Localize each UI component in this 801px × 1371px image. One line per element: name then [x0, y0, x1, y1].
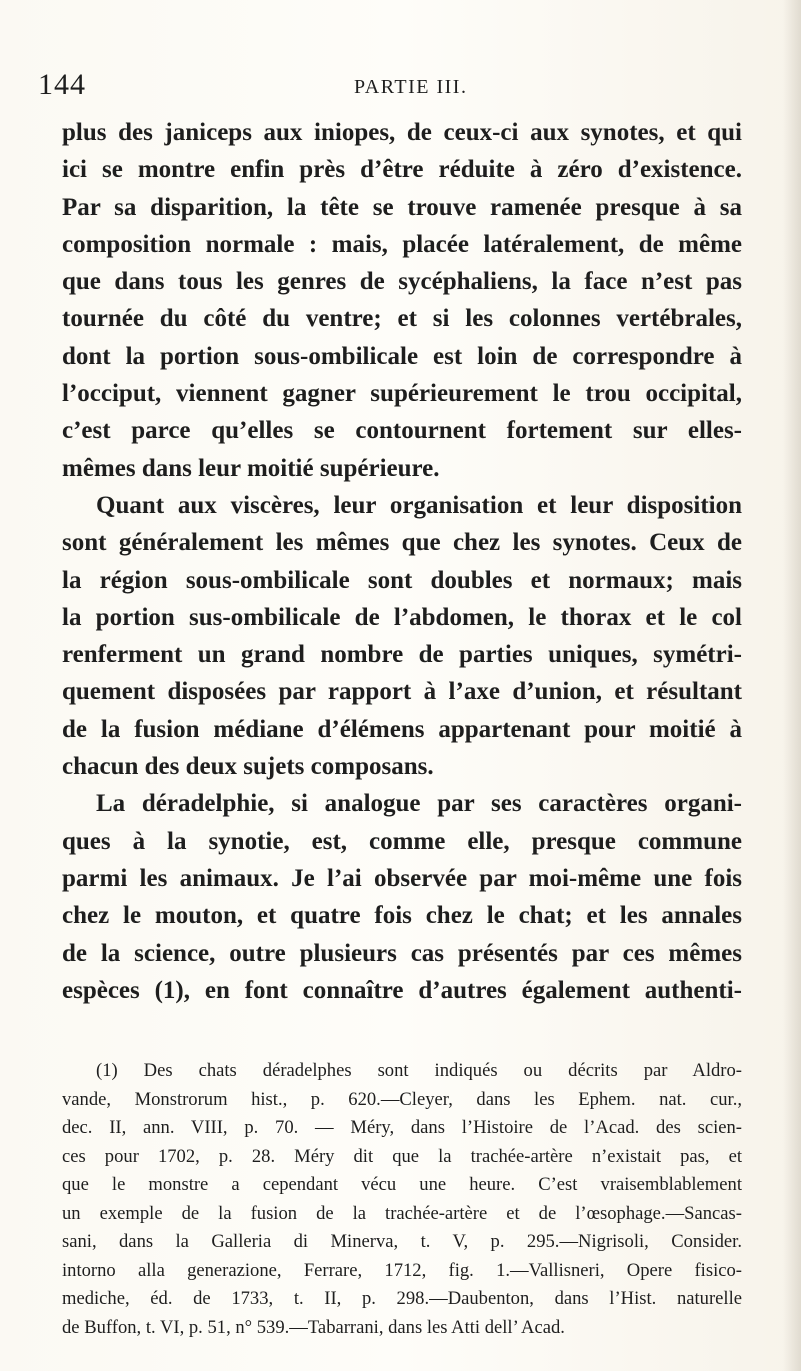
footnote	[62, 1057, 742, 1342]
text-line: quement disposées par rapport à l’axe d’union, et résultant	[62, 678, 742, 706]
text-line: la région sous-ombilicale sont doubles et normaux; mais	[62, 566, 742, 594]
text-line: Quant aux viscères, leur organisation et leur disposition	[96, 491, 742, 519]
text-line: renferment un grand nombre de parties uniques, symétri-	[62, 641, 742, 669]
text-line: La déradelphie, si analogue par ses caractères organi-	[96, 790, 742, 818]
text-line: espèces (1), en font connaître d’autres également authenti-	[62, 976, 742, 1004]
text-line: c’est parce qu’elles se contournent fortement sur elles-	[62, 417, 742, 445]
page-edge-shadow	[783, 0, 801, 1371]
text-line: sont généralement les mêmes que chez les synotes. Ceux de	[62, 529, 742, 557]
running-head: PARTIE III.	[354, 76, 468, 98]
text-line: chacun des deux sujets composans.	[62, 753, 434, 781]
footnote-line: vande, Monstrorum hist., p. 620.—Cleyer, dans les Ephem. nat. cur.,	[62, 1088, 742, 1110]
text-line: plus des janiceps aux iniopes, de ceux-ci aux synotes, et qui	[62, 119, 742, 146]
text-line: ici se montre enfin près d’être réduite à zéro d’existence.	[62, 156, 742, 184]
text-line: tournée du côté du ventre; et si les colonnes vertébrales,	[62, 305, 742, 333]
footnote-line: (1) Des chats déradelphes sont indiqués ou décrits par Aldro-	[96, 1060, 742, 1081]
text-line: Par sa disparition, la tête se trouve ramenée presque à sa	[62, 193, 742, 221]
footnote-line: dec. II, ann. VIII, p. 70. — Méry, dans l’Histoire de l’Acad. des scien-	[62, 1117, 742, 1138]
text-line: parmi les animaux. Je l’ai observée par moi-même une fois	[62, 864, 742, 892]
footnote-line: de Buffon, t. VI, p. 51, n° 539.—Tabarrani, dans les Atti dell’ Acad.	[62, 1316, 565, 1338]
text-line: mêmes dans leur moitié supérieure.	[62, 454, 440, 482]
footnote-line: un exemple de la fusion de la trachée-artère et de l’œsophage.—Sancas-	[62, 1202, 742, 1224]
footnote-line: ces pour 1702, p. 28. Méry dit que la trachée-artère n’existait pas, et	[62, 1145, 742, 1167]
footnote-line: intorno alla generazione, Ferrare, 1712, fig. 1.—Vallisneri, Opere fisico-	[62, 1259, 742, 1281]
footnote-line: sani, dans la Galleria di Minerva, t. V, p. 295.—Nigrisoli, Consider.	[62, 1231, 742, 1252]
page-number: 144	[38, 68, 86, 101]
text-line: dont la portion sous-ombilicale est loin de correspondre à	[62, 342, 742, 370]
footnote-line: mediche, éd. de 1733, t. II, p. 298.—Daubenton, dans l’Hist. naturelle	[62, 1288, 742, 1309]
text-line: chez le mouton, et quatre fois chez le chat; et les annales	[62, 902, 742, 930]
text-line: de la science, outre plusieurs cas présentés par ces mêmes	[62, 939, 742, 967]
text-line: la portion sus-ombilicale de l’abdomen, le thorax et le col	[62, 603, 742, 631]
page-header	[38, 68, 758, 108]
text-line: ques à la synotie, est, comme elle, presque commune	[62, 827, 742, 855]
text-line: de la fusion médiane d’élémens appartenant pour moitié à	[62, 715, 742, 743]
text-line: l’occiput, viennent gagner supérieurement le trou occipital,	[62, 380, 742, 408]
text-line: composition normale : mais, placée latéralement, de même	[62, 230, 742, 258]
body-text	[62, 114, 742, 1009]
footnote-line: que le monstre a cependant vécu une heure. C’est vraisemblablement	[62, 1174, 742, 1195]
text-line: que dans tous les genres de sycéphaliens, la face n’est pas	[62, 268, 742, 296]
